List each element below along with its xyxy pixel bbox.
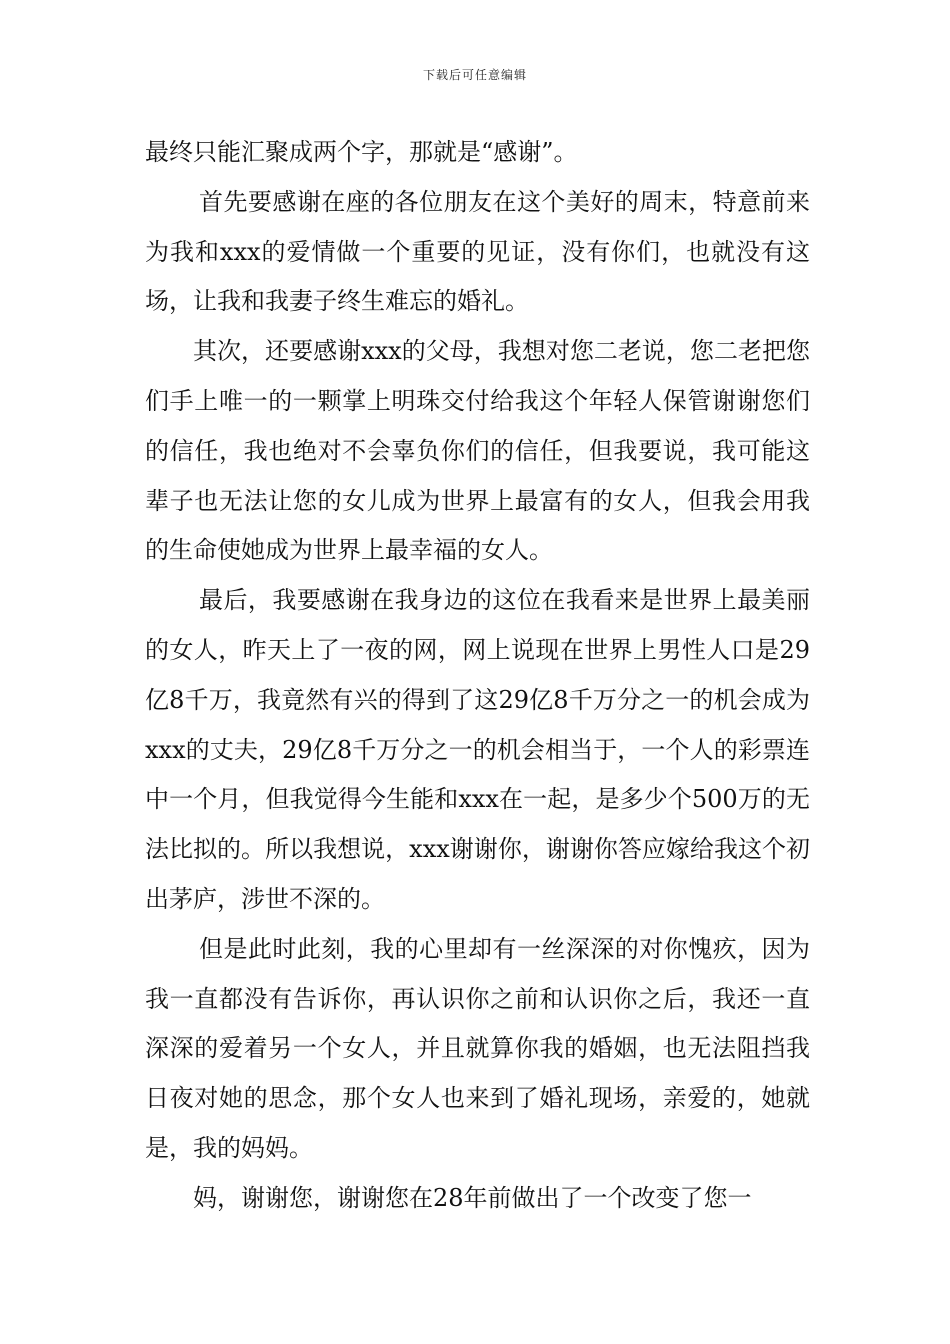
paragraph-continued: 最终只能汇聚成两个字，那就是“感谢”。 <box>145 138 578 166</box>
paragraph-thanks-friends: 首先要感谢在座的各位朋友在这个美好的周末，特意前来为我和xxx的爱情做一个重要的见证，没有你们，也就没有这场，让我和我妻子终生难忘的婚礼。 <box>145 187 810 316</box>
header-note: 下载后可任意编辑 <box>422 68 527 82</box>
paragraph-thanks-parents: 其次，还要感谢xxx的父母，我想对您二老说，您二老把您们手上唯一的一颗掌上明珠交付给我这个年轻人保管谢谢您们的信任，我也绝对不会辜负你们的信任，但我要说，我可能这辈子也无法让您的女儿成为世界上最富有的女人，但我会用我的生命使她成为世界上最幸福的女人。 <box>145 337 810 565</box>
paragraph-thanks-mother: 妈，谢谢您，谢谢您在28年前做出了一个改变了您一 <box>193 1183 752 1212</box>
paragraph-mother-reveal: 但是此时此刻，我的心里却有一丝深深的对你愧疚，因为我一直都没有告诉你，再认识你之前和认识你之后，我还一直深深的爱着另一个女人，并且就算你我的婚姻，也无法阻挡我日夜对她的思念，那个女人也来到了婚礼现场，亲爱的，她就是，我的妈妈。 <box>145 934 810 1162</box>
paragraph-thanks-wife: 最后，我要感谢在我身边的这位在我看来是世界上最美丽的女人，昨天上了一夜的网，网上说现在世界上男性人口是29亿8千万，我竟然有兴的得到了这29亿8千万分之一的机会成为xxx的丈夫，29亿8千万分之一的机会相当于，一个人的彩票连中一个月，但我觉得今生能和xxx在一起，是多少个500万的无法比拟的。所以我想说，xxx谢谢你，谢谢你答应嫁给我这个初出茅庐，涉世不深的。 <box>145 586 810 913</box>
document-body <box>145 128 810 1224</box>
